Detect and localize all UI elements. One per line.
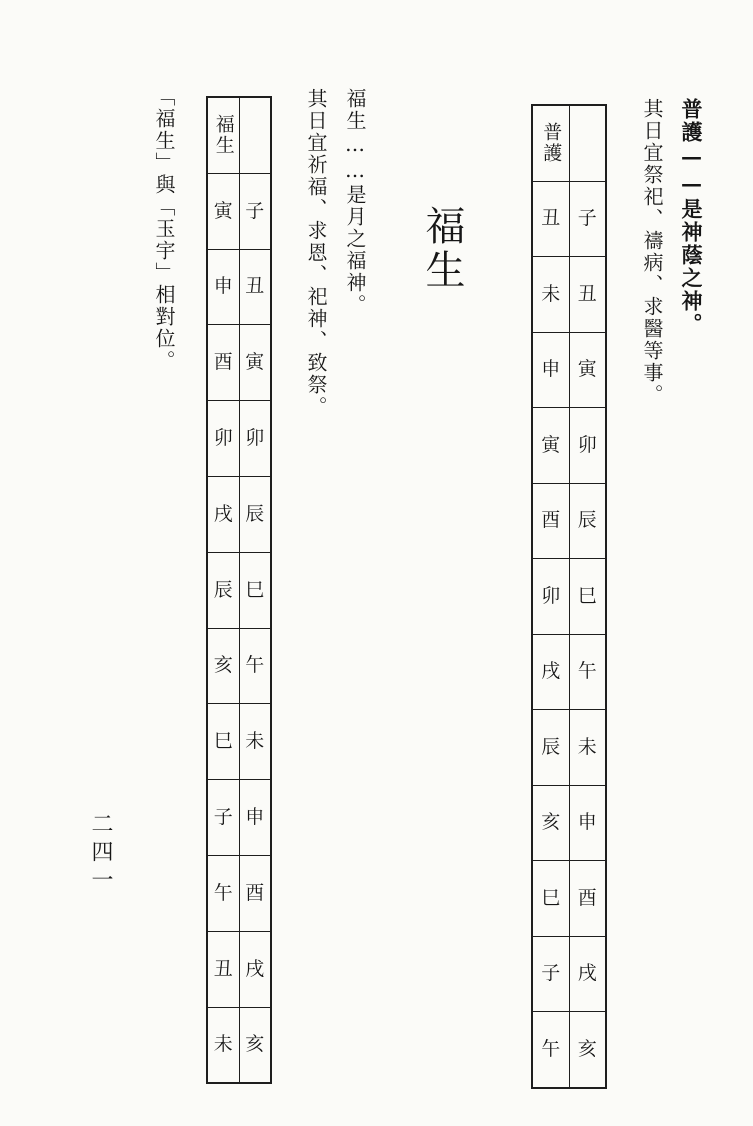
fusheng-table-cell: 未 [239, 704, 271, 780]
puhu-table-row [532, 332, 606, 408]
puhu-table-cell: 卯 [569, 408, 606, 484]
fusheng-table-cell: 卯 [239, 401, 271, 477]
puhu-table-cell: 卯 [532, 559, 569, 635]
fusheng-note: 「福生」與「玉宇」相對位。 [152, 86, 176, 372]
puhu-table-row [532, 559, 606, 635]
puhu-table-row [532, 408, 606, 484]
puhu-table-cell: 申 [532, 332, 569, 408]
fusheng-table-row [207, 249, 271, 325]
fusheng-table-cell: 亥 [207, 628, 239, 704]
page-number: 二四一 [88, 812, 113, 896]
puhu-table-cell: 巳 [532, 861, 569, 937]
puhu-table-row [532, 710, 606, 786]
puhu-table-cell: 戌 [532, 634, 569, 710]
puhu-table-cell: 酉 [532, 483, 569, 559]
fusheng-table [206, 96, 272, 1084]
puhu-table-header-row [532, 105, 606, 181]
fusheng-table-row [207, 1007, 271, 1083]
fusheng-table-cell: 寅 [207, 173, 239, 249]
fusheng-table-cell: 卯 [207, 401, 239, 477]
fusheng-table-row [207, 931, 271, 1007]
puhu-table-row [532, 1012, 606, 1088]
fusheng-table-cell: 亥 [239, 1007, 271, 1083]
fusheng-table-row [207, 476, 271, 552]
fusheng-table-cell: 申 [239, 780, 271, 856]
fusheng-table-row [207, 704, 271, 780]
puhu-table-cell: 亥 [569, 1012, 606, 1088]
puhu-table-row [532, 257, 606, 333]
fusheng-table-cell: 巳 [239, 552, 271, 628]
puhu-table-row [532, 634, 606, 710]
puhu-table-header-cell [569, 105, 606, 181]
fusheng-table-cell: 午 [207, 855, 239, 931]
puhu-table-row [532, 785, 606, 861]
fusheng-table-row [207, 552, 271, 628]
puhu-table-cell: 寅 [569, 332, 606, 408]
fusheng-table-cell: 巳 [207, 704, 239, 780]
puhu-table-cell: 未 [532, 257, 569, 333]
puhu-table-cell: 寅 [532, 408, 569, 484]
fusheng-table-cell: 酉 [239, 855, 271, 931]
puhu-table-cell: 午 [532, 1012, 569, 1088]
fusheng-table-row [207, 173, 271, 249]
puhu-table-cell: 丑 [569, 257, 606, 333]
fusheng-table-cell: 戌 [207, 476, 239, 552]
fusheng-table-cell: 子 [239, 173, 271, 249]
puhu-table [531, 104, 607, 1089]
fusheng-table-header-cell: 福生 [207, 97, 239, 173]
puhu-table-cell: 申 [569, 785, 606, 861]
puhu-table-cell: 亥 [532, 785, 569, 861]
fusheng-table-cell: 子 [207, 780, 239, 856]
fusheng-table-cell: 未 [207, 1007, 239, 1083]
puhu-table-cell: 辰 [569, 483, 606, 559]
puhu-table-row [532, 936, 606, 1012]
fusheng-table-row [207, 628, 271, 704]
fusheng-table-cell: 午 [239, 628, 271, 704]
fusheng-table-cell: 辰 [207, 552, 239, 628]
puhu-table-header-cell: 普護 [532, 105, 569, 181]
fusheng-table-row [207, 325, 271, 401]
fusheng-table-header-cell [239, 97, 271, 173]
fusheng-table-cell: 辰 [239, 476, 271, 552]
puhu-table-cell: 午 [569, 634, 606, 710]
puhu-table-row [532, 181, 606, 257]
puhu-table-cell: 巳 [569, 559, 606, 635]
puhu-table-cell: 未 [569, 710, 606, 786]
fusheng-table-cell: 丑 [207, 931, 239, 1007]
fusheng-table-cell: 戌 [239, 931, 271, 1007]
fusheng-table-cell: 寅 [239, 325, 271, 401]
puhu-table-cell: 丑 [532, 181, 569, 257]
puhu-table-cell: 辰 [532, 710, 569, 786]
fusheng-table-header-row [207, 97, 271, 173]
fusheng-heading: 福生……是月之福神。 [343, 88, 367, 316]
puhu-description: 其日宜祭祀、禱病、求醫等事。 [640, 98, 664, 406]
puhu-heading: 普護——是神蔭之神。 [679, 98, 704, 336]
puhu-table-cell: 子 [532, 936, 569, 1012]
fusheng-table-cell: 丑 [239, 249, 271, 325]
fusheng-table-row [207, 401, 271, 477]
puhu-table-row [532, 861, 606, 937]
puhu-table-row [532, 483, 606, 559]
puhu-table-cell: 酉 [569, 861, 606, 937]
fusheng-table-row [207, 855, 271, 931]
puhu-table-cell: 戌 [569, 936, 606, 1012]
section-title: 福生 [419, 205, 465, 293]
fusheng-table-cell: 申 [207, 249, 239, 325]
fusheng-table-cell: 酉 [207, 325, 239, 401]
puhu-table-cell: 子 [569, 181, 606, 257]
fusheng-description: 其日宜祈福、求恩、祀神、致祭。 [304, 88, 328, 418]
fusheng-table-row [207, 780, 271, 856]
